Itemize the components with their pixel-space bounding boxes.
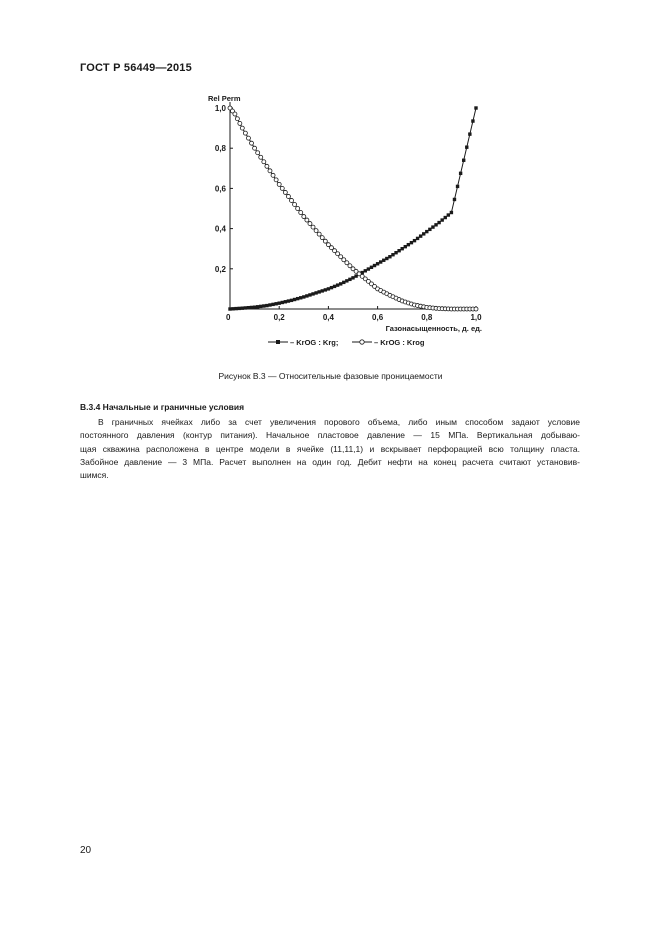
krg-point <box>440 218 443 221</box>
krog-point <box>311 225 315 229</box>
krg-point <box>453 198 456 201</box>
krog-point <box>240 126 244 130</box>
paragraph-line: шимся. <box>80 470 109 481</box>
krg-point <box>324 288 327 291</box>
krog-point <box>296 207 300 211</box>
krog-point <box>277 182 281 186</box>
krg-point <box>391 253 394 256</box>
krog-point <box>308 222 312 226</box>
relative-permeability-chart <box>200 90 500 360</box>
krg-point <box>231 307 234 310</box>
krg-point <box>351 276 354 279</box>
krg-point <box>302 295 305 298</box>
krog-point <box>293 202 297 206</box>
krog-point <box>235 117 239 121</box>
krog-point <box>314 229 318 233</box>
krg-point <box>468 132 471 135</box>
krg-point <box>413 239 416 242</box>
krg-point <box>241 306 244 309</box>
krg-point <box>311 292 314 295</box>
section-title: В.3.4 Начальные и граничные условия <box>80 402 245 412</box>
legend-label: – KrOG : Krog <box>374 338 425 347</box>
krg-point <box>290 299 293 302</box>
krog-point <box>283 190 287 194</box>
krog-point <box>323 239 327 243</box>
krog-point <box>250 141 254 145</box>
krg-point <box>450 211 453 214</box>
krog-point <box>317 232 321 236</box>
krog-point <box>259 155 263 159</box>
krog-point <box>268 169 272 173</box>
krg-point <box>293 298 296 301</box>
krg-point <box>348 278 351 281</box>
krg-point <box>404 245 407 248</box>
krg-point <box>474 106 477 109</box>
krg-point <box>394 251 397 254</box>
krog-point <box>271 173 275 177</box>
krog-point <box>256 151 260 155</box>
x-tick-label: 0 <box>226 313 231 322</box>
krog-point <box>265 164 269 168</box>
krog-point <box>253 146 257 150</box>
legend-marker <box>276 340 280 344</box>
y-axis-label: Rel Perm <box>208 94 241 103</box>
krog-point <box>238 121 242 125</box>
krg-point <box>397 249 400 252</box>
krg-point <box>330 286 333 289</box>
krg-point <box>278 301 281 304</box>
y-tick-label: 0,4 <box>214 224 226 234</box>
krg-point <box>342 281 345 284</box>
krog-point <box>474 307 478 311</box>
krog-point <box>280 186 284 190</box>
krg-point <box>247 306 250 309</box>
krg-point <box>256 305 259 308</box>
krog-point <box>299 211 303 215</box>
x-tick-label: 0,4 <box>322 313 334 322</box>
y-tick-label: 0,2 <box>214 264 226 274</box>
krg-point <box>419 234 422 237</box>
krg-point <box>407 243 410 246</box>
krg-point <box>447 213 450 216</box>
paragraph-line: щая скважина расположена в центре модели в ячейке (11,11,1) и вскрывает перфорацией всю толщину пласта. <box>80 443 580 454</box>
y-tick-label: 0,6 <box>214 184 226 194</box>
document-header: ГОСТ Р 56449—2015 <box>80 62 192 74</box>
krg-point <box>373 264 376 267</box>
krog-point <box>290 198 294 202</box>
krg-point <box>456 185 459 188</box>
x-tick-label: 1,0 <box>470 313 482 322</box>
krg-point <box>444 216 447 219</box>
krg-point <box>238 307 241 310</box>
krg-point <box>327 287 330 290</box>
krg-point <box>287 299 290 302</box>
krg-point <box>284 300 287 303</box>
krog-point <box>243 131 247 135</box>
krg-point <box>425 230 428 233</box>
figure-caption: Рисунок В.3 — Относительные фазовые проницаемости <box>218 371 443 381</box>
krg-point <box>401 247 404 250</box>
krg-point <box>250 306 253 309</box>
krog-point <box>320 236 324 240</box>
krg-point <box>305 294 308 297</box>
krg-point <box>428 228 431 231</box>
paragraph-line: В граничных ячейках либо за счет увеличения порового объема, либо иным способом задают условие <box>98 417 580 427</box>
x-tick-label: 0,8 <box>421 313 433 322</box>
krg-point <box>259 305 262 308</box>
legend-marker <box>360 340 364 344</box>
krog-point <box>262 160 266 164</box>
x-tick-label: 0,6 <box>372 313 384 322</box>
krog-point <box>246 136 250 140</box>
krg-point <box>385 257 388 260</box>
krg-point <box>437 221 440 224</box>
paragraph-line: Забойное давление — 3 МПа. Расчет выполнен на один год. Дебит нефти на конец расчета считают установив- <box>80 456 580 467</box>
y-tick-label: 0,8 <box>214 144 226 154</box>
krg-point <box>364 269 367 272</box>
page-number: 20 <box>80 845 92 856</box>
krog-point <box>286 194 290 198</box>
krg-point <box>410 241 413 244</box>
krg-point <box>333 285 336 288</box>
krg-point <box>471 119 474 122</box>
krg-point <box>299 296 302 299</box>
krg-point <box>431 225 434 228</box>
krg-point <box>388 255 391 258</box>
krg-point <box>265 304 268 307</box>
krg-point <box>268 303 271 306</box>
krg-point <box>281 301 284 304</box>
legend-label: – KrOG : Krg; <box>290 338 339 347</box>
krg-point <box>382 259 385 262</box>
x-tick-label: 0,2 <box>273 313 285 322</box>
section-paragraph <box>80 416 580 482</box>
krog-point <box>274 178 278 182</box>
x-axis-label: Газонасыщенность, д. ед. <box>385 324 482 333</box>
krg-point <box>244 306 247 309</box>
krog-point <box>302 215 306 219</box>
krg-point <box>379 260 382 263</box>
krg-point <box>339 282 342 285</box>
krg-point <box>234 307 237 310</box>
krog-point <box>305 218 309 222</box>
krg-point <box>462 159 465 162</box>
krg-point <box>459 172 462 175</box>
krg-point <box>367 267 370 270</box>
krg-point <box>253 305 256 308</box>
krg-point <box>317 290 320 293</box>
krg-point <box>465 145 468 148</box>
krg-point <box>434 223 437 226</box>
krg-point <box>274 302 277 305</box>
krg-point <box>345 279 348 282</box>
krg-point <box>422 232 425 235</box>
y-tick-label: 1,0 <box>214 104 226 113</box>
krg-point <box>296 297 299 300</box>
krg-point <box>370 266 373 269</box>
krg-point <box>314 291 317 294</box>
chart-svg <box>200 90 500 360</box>
krg-point <box>376 262 379 265</box>
krg-point <box>271 303 274 306</box>
krog-point <box>233 112 237 116</box>
krg-point <box>228 307 231 310</box>
krg-point <box>308 293 311 296</box>
paragraph-line: постоянного давления (контур питания). Начальное пластовое давление — 15 МПа. Вертикальная добываю- <box>80 430 580 441</box>
krg-point <box>416 237 419 240</box>
krg-point <box>336 283 339 286</box>
krg-point <box>321 289 324 292</box>
krg-point <box>262 304 265 307</box>
